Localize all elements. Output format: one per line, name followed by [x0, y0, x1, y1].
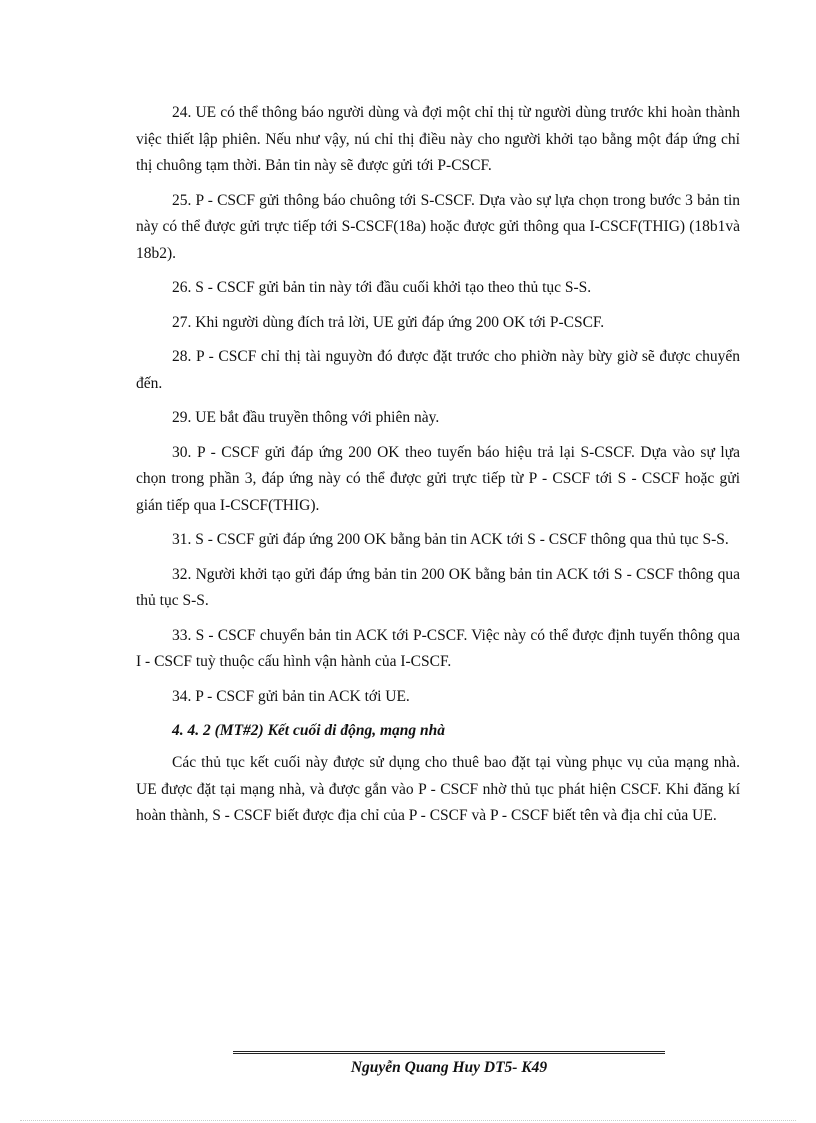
- paragraph-step-33: 33. S - CSCF chuyển bản tin ACK tới P-CSCF. Việc này có thể được định tuyến thông qua I - CSCF tuỳ thuộc cấu hình vận hành của I-CSCF.: [136, 626, 740, 670]
- section-heading: 4. 4. 2 (MT#2) Kết cuối di động, mạng nhà: [172, 722, 445, 739]
- footer-author: Nguyễn Quang Huy DT5- K49: [350, 1059, 548, 1076]
- paragraph-step-27: 27. Khi người dùng đích trả lời, UE gửi đáp ứng 200 OK tới P-CSCF.: [172, 313, 605, 331]
- footer-divider: [233, 1051, 665, 1054]
- paragraph-step-34: 34. P - CSCF gửi bản tin ACK tới UE.: [172, 687, 410, 705]
- paragraph-step-26: 26. S - CSCF gửi bản tin này tới đầu cuối khởi tạo theo thủ tục S-S.: [172, 279, 592, 296]
- paragraph-step-24: 24. UE có thể thông báo người dùng và đợi một chỉ thị từ người dùng trước khi hoàn thành việc thiết lập phiên. Nếu như vậy, nú chỉ thị điều này cho người khởi tạo bằng một đáp ứng chỉ thị chuông tạm thời. Bản tin này sẽ được gửi tới P-CSCF.: [136, 104, 740, 174]
- paragraph-step-30: 30. P - CSCF gửi đáp ứng 200 OK theo tuyến báo hiệu trả lại S-CSCF. Dựa vào sự lựa chọn trong phần 3, đáp ứng này có thể được gửi trực tiếp từ P - CSCF tới S - CSCF hoặc gửi gián tiếp qua I-CSCF(THIG).: [136, 443, 740, 514]
- paragraph-step-32: 32. Người khởi tạo gửi đáp ứng bản tin 200 OK bằng bản tin ACK tới S - CSCF thông qua thủ tục S-S.: [136, 565, 740, 609]
- paragraph-step-31: 31. S - CSCF gửi đáp ứng 200 OK bằng bản tin ACK tới S - CSCF thông qua thủ tục S-S.: [172, 531, 729, 548]
- paragraph-step-28: 28. P - CSCF chỉ thị tài nguyờn đó được đặt trước cho phiờn này bừy giờ sẽ được chuyển đến.: [136, 348, 740, 392]
- paragraph-step-25: 25. P - CSCF gửi thông báo chuông tới S-CSCF. Dựa vào sự lựa chọn trong bước 3 bản tin này có thể được gửi trực tiếp tới S-CSCF(18a) hoặc được gửi thông qua I-CSCF(THIG) (18b1và 18b2).: [136, 191, 740, 262]
- page-bottom-edge: [20, 1120, 796, 1121]
- page-body: [136, 100, 740, 838]
- paragraph-step-29: 29. UE bắt đầu truyền thông với phiên này.: [172, 409, 440, 426]
- section-paragraph: Các thủ tục kết cuối này được sử dụng cho thuê bao đặt tại vùng phục vụ của mạng nhà. UE được đặt tại mạng nhà, và được gắn vào P - CSCF nhờ thủ tục phát hiện CSCF. Khi đăng kí hoàn thành, S - CSCF biết được địa chỉ của P - CSCF và P - CSCF biết tên và địa chỉ của UE.: [136, 754, 740, 824]
